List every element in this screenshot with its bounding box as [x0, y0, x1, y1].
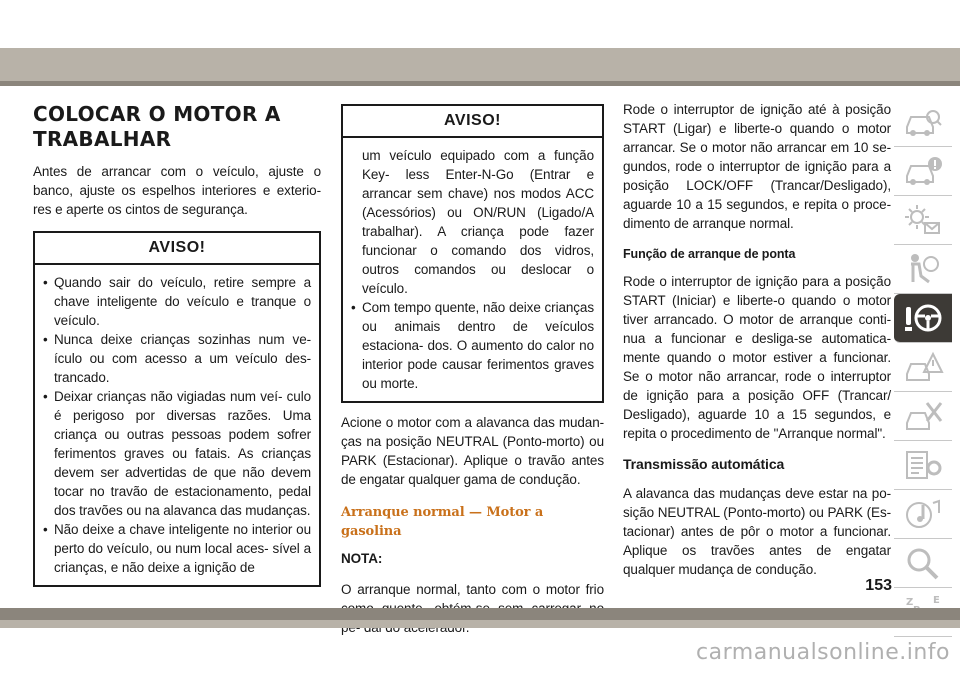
tab-starting-driving[interactable] [894, 294, 952, 343]
warning-item: • Com tempo quente, não deixe crianças ou animais dentro de veículos estaciona- dos. O aumento do calor no interior pode causar ferimentos graves ou morte. [351, 298, 594, 393]
multimedia-icon [903, 497, 943, 531]
tip-start-paragraph: Rode o interruptor de ignição para a posição START (Iniciar) e liberte-o quando o motor tiver arrancado. O motor de arranque conti- nua a funcionar e desliga-se automatica- mente quando o motor estiver a funcionar. Se o motor não arrancar, rode o interruptor de ignição para a posição OFF (Trancar/ Desligado), aguarde 10 a 15 segundos, e repita o procedimento de "Arranque normal". [623, 274, 891, 441]
warning-box-1 [33, 231, 321, 587]
car-search-icon [903, 105, 943, 139]
warning-item: • Quando sair do veículo, retire sempre a chave inteligente do veículo e tranque o veículo. [43, 273, 311, 330]
specifications-icon [903, 448, 943, 482]
warning-title: AVISO! [343, 106, 602, 138]
middle-column [341, 104, 604, 649]
warning-triangle-icon [903, 350, 943, 384]
tab-specifications[interactable] [894, 441, 952, 490]
transmission-paragraph: A alavanca das mudanças deve estar na po- sição NEUTRAL (Ponto-morto) ou PARK (Es- tacionar) antes de pôr o motor a funcionar. Aplique os travões antes de engatar qualquer mudança de condução. [623, 486, 891, 577]
warning-list [351, 298, 594, 393]
warning-item: • Deixar crianças não vigiadas num veí- culo é perigoso por diversas razões. Uma criança ou outras pessoas podem sofrer ferimentos graves ou fatais. As crianças devem ser advertidas de que não devem tocar no travão de estacionamento, pedal dos travões ou na alavanca das mudanças. [43, 387, 311, 520]
chapter-tabs [894, 98, 952, 637]
footer-bar [0, 608, 960, 620]
normal-start-heading: Arranque normal — Motor a gasolina [341, 505, 544, 539]
tab-emergency[interactable] [894, 343, 952, 392]
start-paragraph: Acione o motor com a alavanca das mudan- ças na posição NEUTRAL (Ponto-morto) ou PARK (Estacionar). Aplique o travão antes de engatar qualquer gama de condução. [341, 415, 604, 487]
search-icon [903, 546, 943, 580]
warning-list [43, 273, 311, 577]
page-number: 153 [865, 577, 892, 594]
warning-item: • Nunca deixe crianças sozinhas num ve- ículo ou com acesso a um veículo des- trancado. [43, 330, 311, 387]
tip-start-heading: Função de arranque de ponta [623, 247, 796, 261]
tab-airbag[interactable] [894, 245, 952, 294]
tab-multimedia[interactable] [894, 490, 952, 539]
tools-icon [903, 399, 943, 433]
warning-box-2 [341, 104, 604, 403]
note-text: O arranque normal, tanto com o motor frio [341, 582, 604, 597]
warning-continuation: um veículo equipado com a função Key- less Enter-N-Go (Entrar e arrancar sem chave) nos modos ACC (Acessórios) ou ON/RUN (Ligado/A trabalhar). A criança pode fazer funcionar o comando dos vidros, outros comandos ou deslocar o veículo. [362, 148, 594, 296]
tab-servicing[interactable] [894, 392, 952, 441]
automatic-transmission-heading: Transmissão automática [623, 456, 785, 472]
warning-item: • Não deixe a chave inteligente no interior ou perto do veículo, ou num local aces- sível a crianças, e não deixe a ignição de [43, 520, 311, 577]
footer-bar-light [0, 620, 960, 628]
index-letter: Z [906, 597, 914, 608]
top-band [0, 0, 960, 48]
warning-title: AVISO! [35, 233, 319, 265]
note-label: NOTA: [341, 551, 383, 566]
page-title: COLOCAR O MOTOR A TRABALHAR [33, 102, 281, 151]
header-bar [0, 48, 960, 86]
tab-search[interactable] [894, 539, 952, 588]
car-info-icon [903, 154, 943, 188]
left-column [33, 100, 321, 597]
steering-wheel-icon [903, 301, 943, 335]
intro-paragraph: Antes de arrancar com o veículo, ajuste o banco, ajuste os espelhos interiores e exterio- res e aperte os cintos de segurança. [33, 164, 321, 217]
ignition-paragraph: Rode o interruptor de ignição até à posição START (Ligar) e liberte-o quando o motor arrancar. Se o motor não arrancar em 10 se- gundos, rode o interruptor de ignição para a posição LOCK/OFF (Trancar/Desligado), aguarde 10 a 15 segundos, e repita o proce- dimento de arranque normal. [623, 102, 891, 231]
right-column [623, 100, 891, 591]
tab-car-search[interactable] [894, 98, 952, 147]
airbag-icon [903, 252, 943, 286]
index-letter: E [933, 595, 940, 606]
watermark: carmanualsonline.info [696, 640, 950, 665]
tab-dashboard-lights[interactable] [894, 196, 952, 245]
dashboard-lights-icon [903, 203, 943, 237]
tab-car-info[interactable] [894, 147, 952, 196]
